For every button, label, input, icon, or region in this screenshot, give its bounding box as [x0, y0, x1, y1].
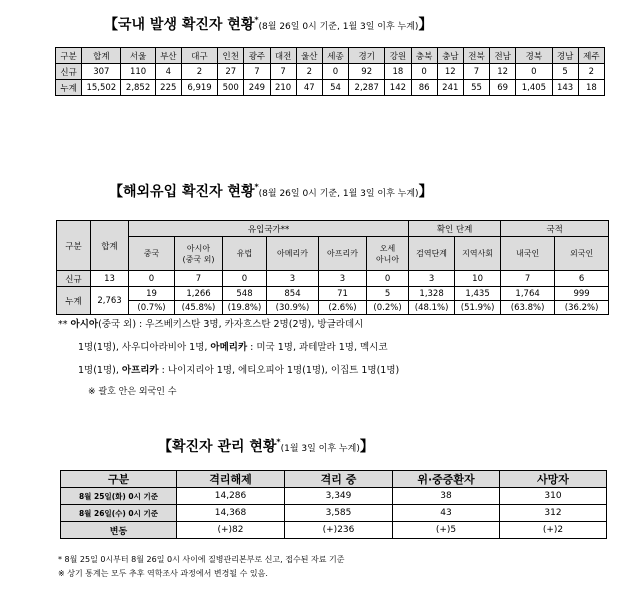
domestic-cell: 307 — [82, 64, 121, 80]
management-header-cell: 격리해제 — [177, 471, 285, 488]
imported-new-cell: 7 — [175, 271, 223, 287]
imported-new-cell: 6 — [555, 271, 609, 287]
imported-new-cell: 3 — [267, 271, 319, 287]
imported-h-asia — [175, 237, 223, 271]
imported-new-cell: 0 — [367, 271, 409, 287]
domestic-header-cell: 제주 — [578, 48, 604, 64]
management-row-change — [61, 522, 607, 539]
imported-title — [109, 183, 433, 199]
note-l1-asia: 아시아 — [70, 319, 99, 330]
domestic-cell: 2,287 — [349, 80, 385, 96]
imported-pct-cell: (30.9%) — [267, 301, 319, 315]
imported-h-america: 아메리카 — [267, 237, 319, 271]
domestic-cell: 69 — [490, 80, 516, 96]
imported-cum-cell: 1,435 — [455, 287, 501, 301]
imported-pct-cell: (2.6%) — [319, 301, 367, 315]
domestic-cell: 12 — [437, 64, 463, 80]
management-row-0825 — [61, 488, 607, 505]
imported-pct-cell: (45.8%) — [175, 301, 223, 315]
management-row-0826 — [61, 505, 607, 522]
imported-h-gubun: 구분 — [57, 221, 91, 271]
imported-pct-cell: (0.7%) — [129, 301, 175, 315]
management-cell: 43 — [393, 505, 500, 522]
domestic-header-cell: 대전 — [270, 48, 296, 64]
imported-title-text: 【해외유입 확진자 현황 — [109, 184, 255, 200]
imported-cum-cell: 5 — [367, 287, 409, 301]
domestic-cell: 7 — [244, 64, 270, 80]
imported-cum-total: 2,763 — [91, 287, 129, 315]
imported-new-cell: 0 — [223, 271, 267, 287]
domestic-cell: 1,405 — [516, 80, 552, 96]
imported-pct-cell: (0.2%) — [367, 301, 409, 315]
management-row-label: 8월 25일(화) 0시 기준 — [61, 488, 177, 505]
imported-h-nation: 국적 — [501, 221, 609, 237]
domestic-table — [55, 47, 605, 96]
domestic-header-cell: 광주 — [244, 48, 270, 64]
domestic-header-cell: 구분 — [56, 48, 82, 64]
domestic-cell: 500 — [218, 80, 244, 96]
domestic-header-cell: 부산 — [155, 48, 181, 64]
management-cell: (+)82 — [177, 522, 285, 539]
domestic-cell: 54 — [322, 80, 348, 96]
imported-pct-cell: (63.8%) — [501, 301, 555, 315]
imported-cum-cell: 1,328 — [409, 287, 455, 301]
note-l2-b: : 미국 1명, 과테말라 1명, 멕시코 — [247, 342, 388, 353]
imported-h-community: 지역사회 — [455, 237, 501, 271]
imported-h-china: 중국 — [129, 237, 175, 271]
management-header-cell: 격리 중 — [285, 471, 393, 488]
imported-h-korean: 내국인 — [501, 237, 555, 271]
note-line-2 — [78, 343, 388, 353]
imported-h-africa: 아프리카 — [319, 237, 367, 271]
domestic-cell: 2 — [296, 64, 322, 80]
domestic-cum-row — [56, 80, 605, 96]
imported-h-foreign: 외국인 — [555, 237, 609, 271]
domestic-cell: 15,502 — [82, 80, 121, 96]
management-cell: 310 — [500, 488, 607, 505]
domestic-cell: 249 — [244, 80, 270, 96]
domestic-header-cell: 세종 — [322, 48, 348, 64]
note-line-4: ※ 괄호 안은 외국인 수 — [88, 387, 177, 397]
domestic-header-cell: 충북 — [411, 48, 437, 64]
management-cell: 14,286 — [177, 488, 285, 505]
management-cell: 14,368 — [177, 505, 285, 522]
domestic-cell: 241 — [437, 80, 463, 96]
domestic-cell: 12 — [490, 64, 516, 80]
imported-h-oceania-line2: 아니아 — [375, 254, 400, 264]
management-row-label: 변동 — [61, 522, 177, 539]
domestic-new-row — [56, 64, 605, 80]
imported-new-cell: 10 — [455, 271, 501, 287]
domestic-cell: 110 — [121, 64, 155, 80]
imported-pct-cell: (19.8%) — [223, 301, 267, 315]
imported-cum-cell: 548 — [223, 287, 267, 301]
domestic-cell: 210 — [270, 80, 296, 96]
domestic-cell: 2,852 — [121, 80, 155, 96]
management-cell: (+)236 — [285, 522, 393, 539]
domestic-cell: 55 — [463, 80, 489, 96]
imported-h-quarantine: 검역단계 — [409, 237, 455, 271]
domestic-header-row — [56, 48, 605, 64]
imported-cum-cell: 999 — [555, 287, 609, 301]
imported-cum-cell: 1,764 — [501, 287, 555, 301]
domestic-cell: 27 — [218, 64, 244, 80]
domestic-header-cell: 전북 — [463, 48, 489, 64]
management-table — [60, 470, 607, 539]
imported-cum-cell: 19 — [129, 287, 175, 301]
domestic-row-label: 신규 — [56, 64, 82, 80]
domestic-header-cell: 합계 — [82, 48, 121, 64]
domestic-title-close: 】 — [418, 17, 433, 33]
imported-new-row — [57, 271, 609, 287]
domestic-cell: 2 — [578, 64, 604, 80]
domestic-cell: 92 — [349, 64, 385, 80]
management-row-label: 8월 26일(수) 0시 기준 — [61, 505, 177, 522]
imported-new-cell: 0 — [129, 271, 175, 287]
management-title-text: 【확진자 관리 현황 — [158, 439, 277, 455]
imported-pct-row — [57, 301, 609, 315]
domestic-cell: 4 — [155, 64, 181, 80]
imported-cum-cell: 854 — [267, 287, 319, 301]
note-l2-a: 1명(1명), 사우디아라비아 1명, — [78, 342, 211, 353]
imported-new-cell: 3 — [319, 271, 367, 287]
imported-h-total: 합계 — [91, 221, 129, 271]
imported-pct-cell: (36.2%) — [555, 301, 609, 315]
note-l1-rest: (중국 외) : 우즈베키스탄 3명, 카자흐스탄 2명(2명), 방글라데시 — [98, 319, 364, 330]
domestic-title-subtitle: (8월 26일 0시 기준, 1월 3일 이후 누계) — [258, 22, 419, 32]
management-title-subtitle: (1월 3일 이후 누계) — [280, 444, 360, 454]
management-title — [158, 438, 374, 454]
imported-new-cell: 7 — [501, 271, 555, 287]
imported-table — [56, 220, 609, 315]
domestic-header-cell: 경기 — [349, 48, 385, 64]
management-title-star: * — [276, 437, 281, 447]
management-title-close: 】 — [359, 439, 374, 455]
imported-h-asia-line2: (중국 외) — [182, 254, 215, 264]
domestic-cell: 47 — [296, 80, 322, 96]
domestic-cell: 6,919 — [181, 80, 217, 96]
domestic-cell: 18 — [578, 80, 604, 96]
note-l3-b: : 나이지리아 1명, 에티오피아 1명(1명), 이집트 1명(1명) — [158, 365, 400, 376]
imported-title-subtitle: (8월 26일 0시 기준, 1월 3일 이후 누계) — [258, 189, 419, 199]
imported-title-close: 】 — [418, 184, 433, 200]
management-header-cell: 사망자 — [500, 471, 607, 488]
imported-h-oceania — [367, 237, 409, 271]
domestic-row-label: 누계 — [56, 80, 82, 96]
domestic-header-cell: 대구 — [181, 48, 217, 64]
imported-pct-cell: (51.9%) — [455, 301, 501, 315]
imported-new-cell: 13 — [91, 271, 129, 287]
note-l3-africa: 아프리카 — [121, 365, 159, 376]
imported-h-confirm: 확인 단계 — [409, 221, 501, 237]
imported-new-cell: 3 — [409, 271, 455, 287]
imported-cum-row — [57, 287, 609, 301]
domestic-header-cell: 경남 — [552, 48, 578, 64]
domestic-title-star: * — [254, 15, 259, 25]
imported-h-asia-line1: 아시아 — [186, 243, 211, 253]
domestic-title-text: 【국내 발생 확진자 현황 — [104, 17, 255, 33]
management-cell: 3,585 — [285, 505, 393, 522]
imported-cum-label: 누계 — [57, 287, 91, 315]
imported-pct-cell: (48.1%) — [409, 301, 455, 315]
imported-h-oceania-line1: 오세 — [379, 243, 396, 253]
domestic-header-cell: 인천 — [218, 48, 244, 64]
management-cell: 38 — [393, 488, 500, 505]
domestic-cell: 0 — [322, 64, 348, 80]
management-cell: (+)2 — [500, 522, 607, 539]
note-l1-prefix: ** — [58, 319, 71, 330]
management-cell: 3,349 — [285, 488, 393, 505]
domestic-cell: 142 — [385, 80, 411, 96]
management-header-cell: 위·중증환자 — [393, 471, 500, 488]
note-l2-america: 아메리카 — [210, 342, 248, 353]
domestic-header-cell: 강원 — [385, 48, 411, 64]
management-header-cell: 구분 — [61, 471, 177, 488]
domestic-header-cell: 전남 — [490, 48, 516, 64]
footnote-2: ※ 상기 통계는 모두 추후 역학조사 과정에서 변경될 수 있음. — [58, 569, 268, 578]
domestic-header-cell: 충남 — [437, 48, 463, 64]
domestic-cell: 0 — [516, 64, 552, 80]
domestic-cell: 7 — [270, 64, 296, 80]
imported-h-europe: 유럽 — [223, 237, 267, 271]
domestic-header-cell: 경북 — [516, 48, 552, 64]
management-cell: 312 — [500, 505, 607, 522]
domestic-cell: 18 — [385, 64, 411, 80]
note-l3-a: 1명(1명), — [78, 365, 122, 376]
domestic-header-cell: 울산 — [296, 48, 322, 64]
note-line-1 — [58, 320, 363, 330]
domestic-cell: 0 — [411, 64, 437, 80]
domestic-header-cell: 서울 — [121, 48, 155, 64]
domestic-cell: 7 — [463, 64, 489, 80]
imported-cum-cell: 1,266 — [175, 287, 223, 301]
domestic-title — [104, 16, 432, 32]
domestic-cell: 2 — [181, 64, 217, 80]
management-cell: (+)5 — [393, 522, 500, 539]
domestic-cell: 143 — [552, 80, 578, 96]
imported-cum-cell: 71 — [319, 287, 367, 301]
domestic-cell: 86 — [411, 80, 437, 96]
footnote-1: * 8월 25일 0시부터 8월 26일 0시 사이에 질병관리본부로 신고, 접수된 자료 기준 — [58, 555, 345, 564]
domestic-cell: 5 — [552, 64, 578, 80]
note-line-3 — [78, 366, 399, 376]
imported-h-origin: 유입국가** — [129, 221, 409, 237]
imported-title-star: * — [254, 182, 259, 192]
imported-new-label: 신규 — [57, 271, 91, 287]
management-header-row — [61, 471, 607, 488]
domestic-cell: 225 — [155, 80, 181, 96]
